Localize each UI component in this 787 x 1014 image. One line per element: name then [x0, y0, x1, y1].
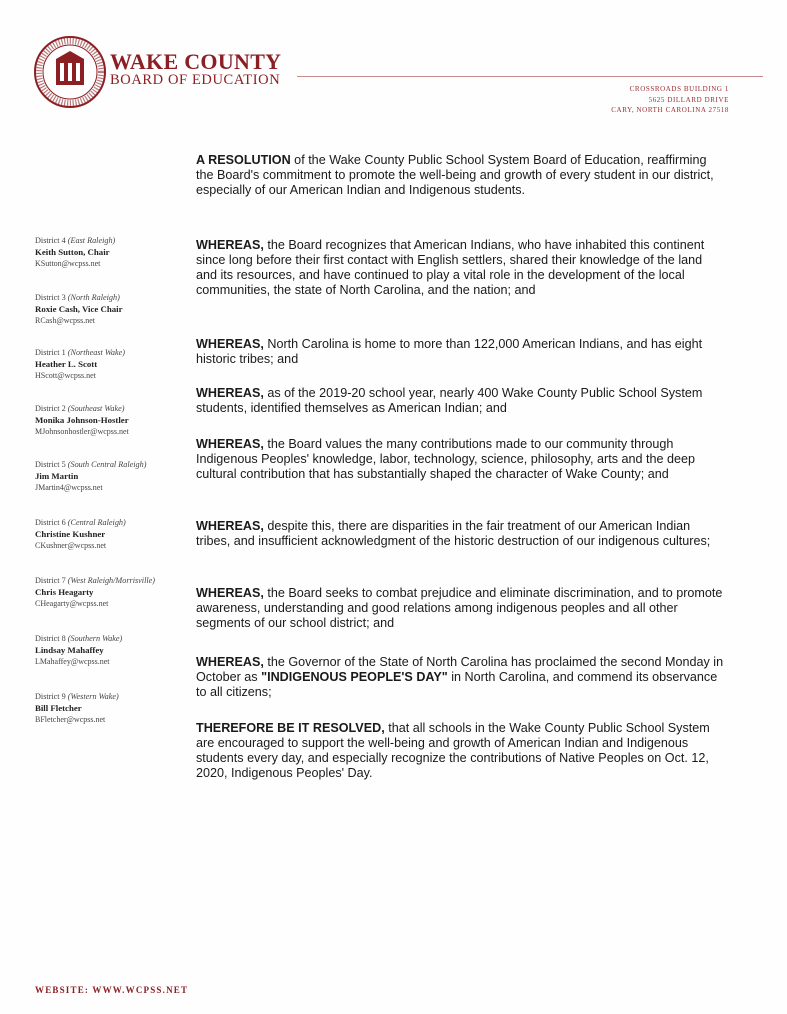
board-member [35, 403, 129, 438]
board-member [35, 292, 122, 327]
board-member [35, 347, 125, 382]
district-area: (Western Wake) [67, 692, 119, 701]
district-number: District 6 [35, 518, 66, 527]
member-name: Keith Sutton, Chair [35, 247, 110, 257]
address-line: CARY, NORTH CAROLINA 27518 [611, 106, 729, 114]
member-email[interactable]: MJohnsonhostler@wcpss.net [35, 427, 129, 436]
paragraph-text: North Carolina is home to more than 122,000 American Indians, and has eight historic tribes; and [196, 337, 703, 366]
member-email[interactable]: CKushner@wcpss.net [35, 541, 107, 550]
member-email[interactable]: RCash@wcpss.net [35, 316, 96, 325]
resolution-paragraph [196, 153, 726, 198]
district-number: District 4 [35, 236, 66, 245]
member-email[interactable]: JMartin4@wcpss.net [35, 483, 103, 492]
member-name: Bill Fletcher [35, 703, 82, 713]
member-email[interactable]: BFletcher@wcpss.net [35, 715, 106, 724]
board-member [35, 575, 155, 610]
paragraph-lead: THEREFORE BE IT RESOLVED, [196, 721, 385, 735]
paragraph-text: the Board recognizes that American Indians, who have inhabited this continent since long before their first contact with English settlers, shared their knowledge of the land and its resources, and have continued to play a vital role in the development of the local communities, the state of North Carolina, and the nation; and [196, 238, 705, 297]
resolution-paragraph [196, 586, 726, 631]
org-name: WAKE COUNTY [110, 49, 282, 74]
address-line: 5625 DILLARD DRIVE [648, 95, 729, 104]
board-member [35, 459, 146, 494]
paragraph-text: of the Wake County Public School System Board of Education, reaffirming the Board's commitment to promote the well-being and growth of every student in our district, especially of our American Indian and Indigenous students. [196, 153, 714, 197]
member-email[interactable]: LMahaffey@wcpss.net [35, 657, 110, 666]
paragraph-lead: A RESOLUTION [196, 153, 291, 167]
paragraph-text: as of the 2019-20 school year, nearly 400 Wake County Public School System students, identified themselves as American Indian; and [196, 386, 703, 415]
paragraph-lead: WHEREAS, [196, 238, 264, 252]
district-area: (Northeast Wake) [67, 348, 125, 357]
member-name: Heather L. Scott [35, 359, 98, 369]
board-member [35, 517, 126, 552]
paragraph-lead: WHEREAS, [196, 586, 264, 600]
member-email[interactable]: HScott@wcpss.net [35, 371, 96, 380]
paragraph-lead: WHEREAS, [196, 437, 264, 451]
paragraph-emphasis: "INDIGENOUS PEOPLE'S DAY" [261, 670, 448, 684]
paragraph-text: the Board values the many contributions made to our community through Indigenous Peoples' knowledge, labor, technology, science, philosophy, arts and the deep cultural contribution that has substantially shaped the character of Wake County; and [196, 437, 696, 481]
org-subtitle: BOARD OF EDUCATION [110, 72, 281, 88]
paragraph-lead: WHEREAS, [196, 386, 264, 400]
resolution-paragraph [196, 519, 726, 549]
district-area: (Central Raleigh) [67, 518, 126, 527]
paragraph-lead: WHEREAS, [196, 519, 264, 533]
footer-website[interactable]: WEBSITE: WWW.WCPSS.NET [35, 985, 189, 995]
board-seal-logo [33, 35, 107, 109]
district-area: (East Raleigh) [67, 236, 116, 245]
district-area: (North Raleigh) [67, 293, 120, 302]
resolution-paragraph [196, 238, 726, 298]
member-name: Monika Johnson-Hostler [35, 415, 129, 425]
paragraph-text: the Board seeks to combat prejudice and eliminate discrimination, and to promote awareness, understanding and good relations among indigenous peoples and all other segments of our school district; and [196, 586, 723, 630]
district-number: District 5 [35, 460, 66, 469]
paragraph-lead: WHEREAS, [196, 655, 264, 669]
member-email[interactable]: KSutton@wcpss.net [35, 259, 101, 268]
member-email[interactable]: CHeagarty@wcpss.net [35, 599, 109, 608]
district-number: District 8 [35, 634, 66, 643]
paragraph-text: despite this, there are disparities in the fair treatment of our American Indian tribes, and insufficient acknowledgment of the historic destruction of our indigenous cultures; [196, 519, 711, 548]
paragraph-text: that all schools in the Wake County Public School System are encouraged to support the well-being and growth of American Indian and Indigenous students every day, and especially recognize the contributions of Native Peoples on Oct. 12, 2020, Indigenous Peoples' Day. [196, 721, 710, 780]
paragraph-lead: WHEREAS, [196, 337, 264, 351]
member-name: Christine Kushner [35, 529, 106, 539]
district-area: (South Central Raleigh) [67, 460, 147, 469]
address-block [611, 84, 729, 116]
member-name: Jim Martin [35, 471, 79, 481]
district-area: (Southern Wake) [67, 634, 123, 643]
district-area: (Southeast Wake) [67, 404, 125, 413]
resolution-paragraph [196, 337, 726, 367]
district-number: District 1 [35, 348, 66, 357]
district-number: District 3 [35, 293, 66, 302]
address-line: CROSSROADS BUILDING 1 [629, 85, 729, 93]
resolution-paragraph [196, 437, 726, 482]
paragraph-text: the Governor of the State of North Carolina has proclaimed the second Monday in October as [196, 655, 724, 684]
resolution-paragraph [196, 721, 726, 781]
board-member [35, 235, 115, 270]
board-member [35, 691, 119, 726]
member-name: Roxie Cash, Vice Chair [35, 304, 123, 314]
resolution-paragraph [196, 655, 726, 700]
paragraph-text-tail: in North Carolina, and commend its observance to all citizens; [196, 670, 718, 699]
resolution-paragraph [196, 386, 726, 416]
member-name: Chris Heagarty [35, 587, 94, 597]
district-number: District 2 [35, 404, 66, 413]
board-member [35, 633, 122, 668]
member-name: Lindsay Mahaffey [35, 645, 104, 655]
district-number: District 7 [35, 576, 66, 585]
district-number: District 9 [35, 692, 66, 701]
header-divider [297, 76, 763, 77]
district-area: (West Raleigh/Morrisville) [67, 576, 155, 585]
